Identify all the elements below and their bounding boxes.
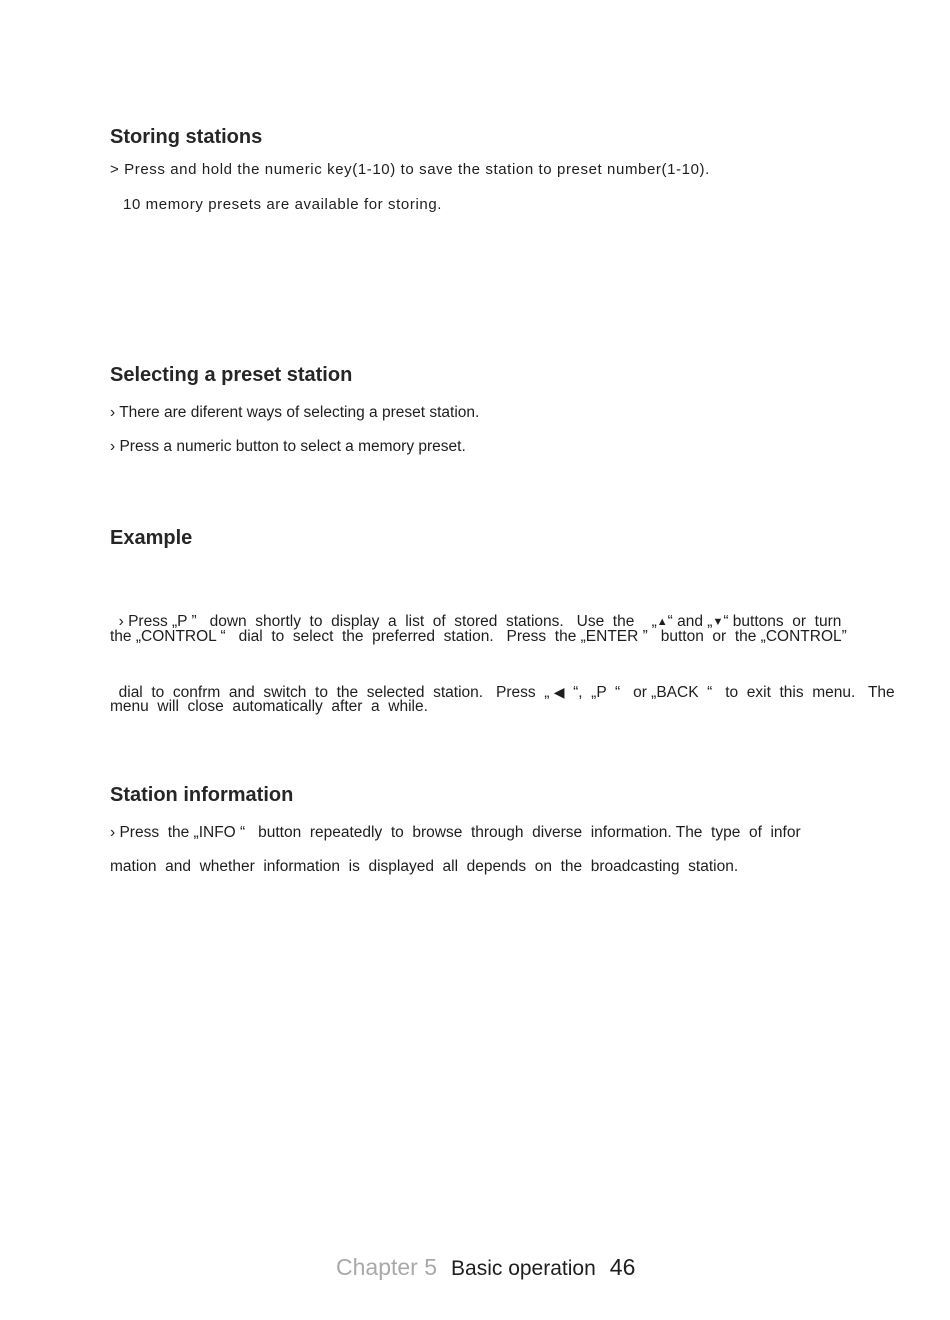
footer-chapter: Chapter 5 (336, 1254, 438, 1280)
footer-section-title: Basic operation (451, 1257, 596, 1280)
example-line-3-end: “, „P “ or „BACK “ to exit this menu. The (564, 684, 895, 701)
example-line-2: the „CONTROL “ dial to select the preferred station. Press the „ENTER ” button or the „CONTROL” (110, 628, 847, 645)
example-line-4: menu will close automatically after a while. (110, 698, 428, 715)
station-info-line-2: mation and whether information is displayed all depends on the broadcasting station. (110, 858, 739, 875)
heading-storing-stations: Storing stations (110, 126, 263, 148)
example-line-1-end: “ buttons or turn (723, 613, 842, 630)
selecting-line-2: › Press a numeric button to select a memory preset. (110, 438, 466, 455)
heading-station-information: Station information (110, 784, 294, 806)
selecting-line-1: › There are diferent ways of selecting a preset station. (110, 404, 480, 421)
page-footer (336, 1254, 635, 1281)
station-info-line-1: › Press the „INFO “ button repeatedly to browse through diverse information. The type of infor (110, 824, 801, 841)
storing-line-2: 10 memory presets are available for storing. (123, 196, 443, 213)
down-arrow-icon: ▼ (712, 616, 724, 628)
example-line-3-start: dial to confrm and switch to the selected station. Press „ (118, 684, 554, 701)
up-arrow-icon: ▲ (656, 616, 668, 628)
example-line-1-mid: “ and „ (667, 613, 713, 630)
heading-selecting-preset: Selecting a preset station (110, 364, 353, 386)
storing-line-1: > Press and hold the numeric key(1-10) to save the station to preset number(1-10). (110, 161, 710, 178)
heading-example: Example (110, 527, 193, 549)
left-arrow-icon: ◀ (553, 684, 565, 700)
footer-page-number: 46 (609, 1254, 636, 1280)
example-line-1-start: › Press „P ” down shortly to display a list of stored stations. Use the „ (118, 613, 657, 630)
